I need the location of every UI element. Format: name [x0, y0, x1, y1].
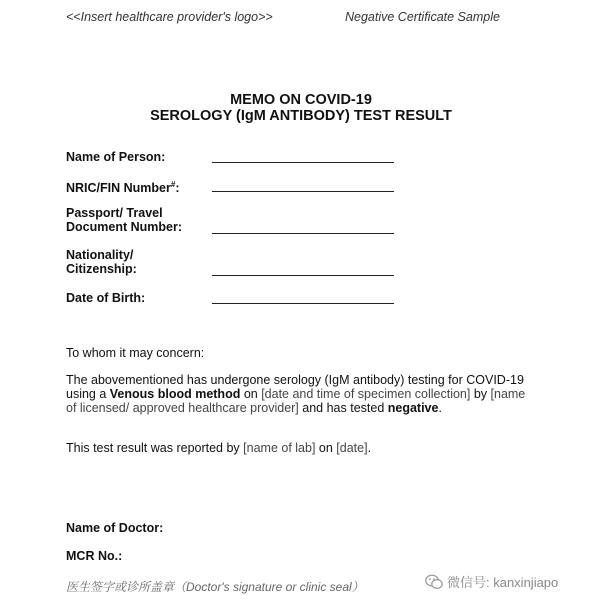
mcr-label: MCR No.:: [66, 549, 123, 563]
memo-title: MEMO ON COVID-19: [230, 92, 372, 108]
signature-note: 医生签字或诊所盖章（Doctor's signature or clinic seal）: [66, 580, 364, 594]
wechat-icon: [425, 574, 443, 590]
wechat-watermark: 微信号: kanxinjiapo: [425, 572, 558, 591]
reported-by-line: This test result was reported by [name of lab] on [date].: [66, 441, 372, 455]
result-paragraph: The abovementioned has undergone serology (IgM antibody) testing for COVID-19 using a Venous blood method on [date and time of specimen collection] by [name of licensed/ approved healthcare provider] and has tested negative.: [66, 373, 526, 415]
nric-label: NRIC/FIN Number#:: [66, 180, 180, 196]
dob-line: [212, 303, 394, 304]
name-line: [212, 162, 394, 163]
logo-placeholder: <<Insert healthcare provider's logo>>: [66, 10, 273, 24]
passport-line: [212, 233, 394, 234]
passport-label: Passport/ Travel Document Number:: [66, 206, 182, 234]
sample-label: Negative Certificate Sample: [345, 10, 500, 24]
salutation: To whom it may concern:: [66, 346, 205, 360]
memo-subtitle: SEROLOGY (IgM ANTIBODY) TEST RESULT: [150, 108, 452, 124]
doctor-label: Name of Doctor:: [66, 521, 164, 535]
dob-label: Date of Birth:: [66, 291, 146, 305]
name-label: Name of Person:: [66, 150, 166, 164]
nationality-label: Nationality/ Citizenship:: [66, 248, 137, 276]
nationality-line: [212, 275, 394, 276]
nric-line: [212, 191, 394, 192]
